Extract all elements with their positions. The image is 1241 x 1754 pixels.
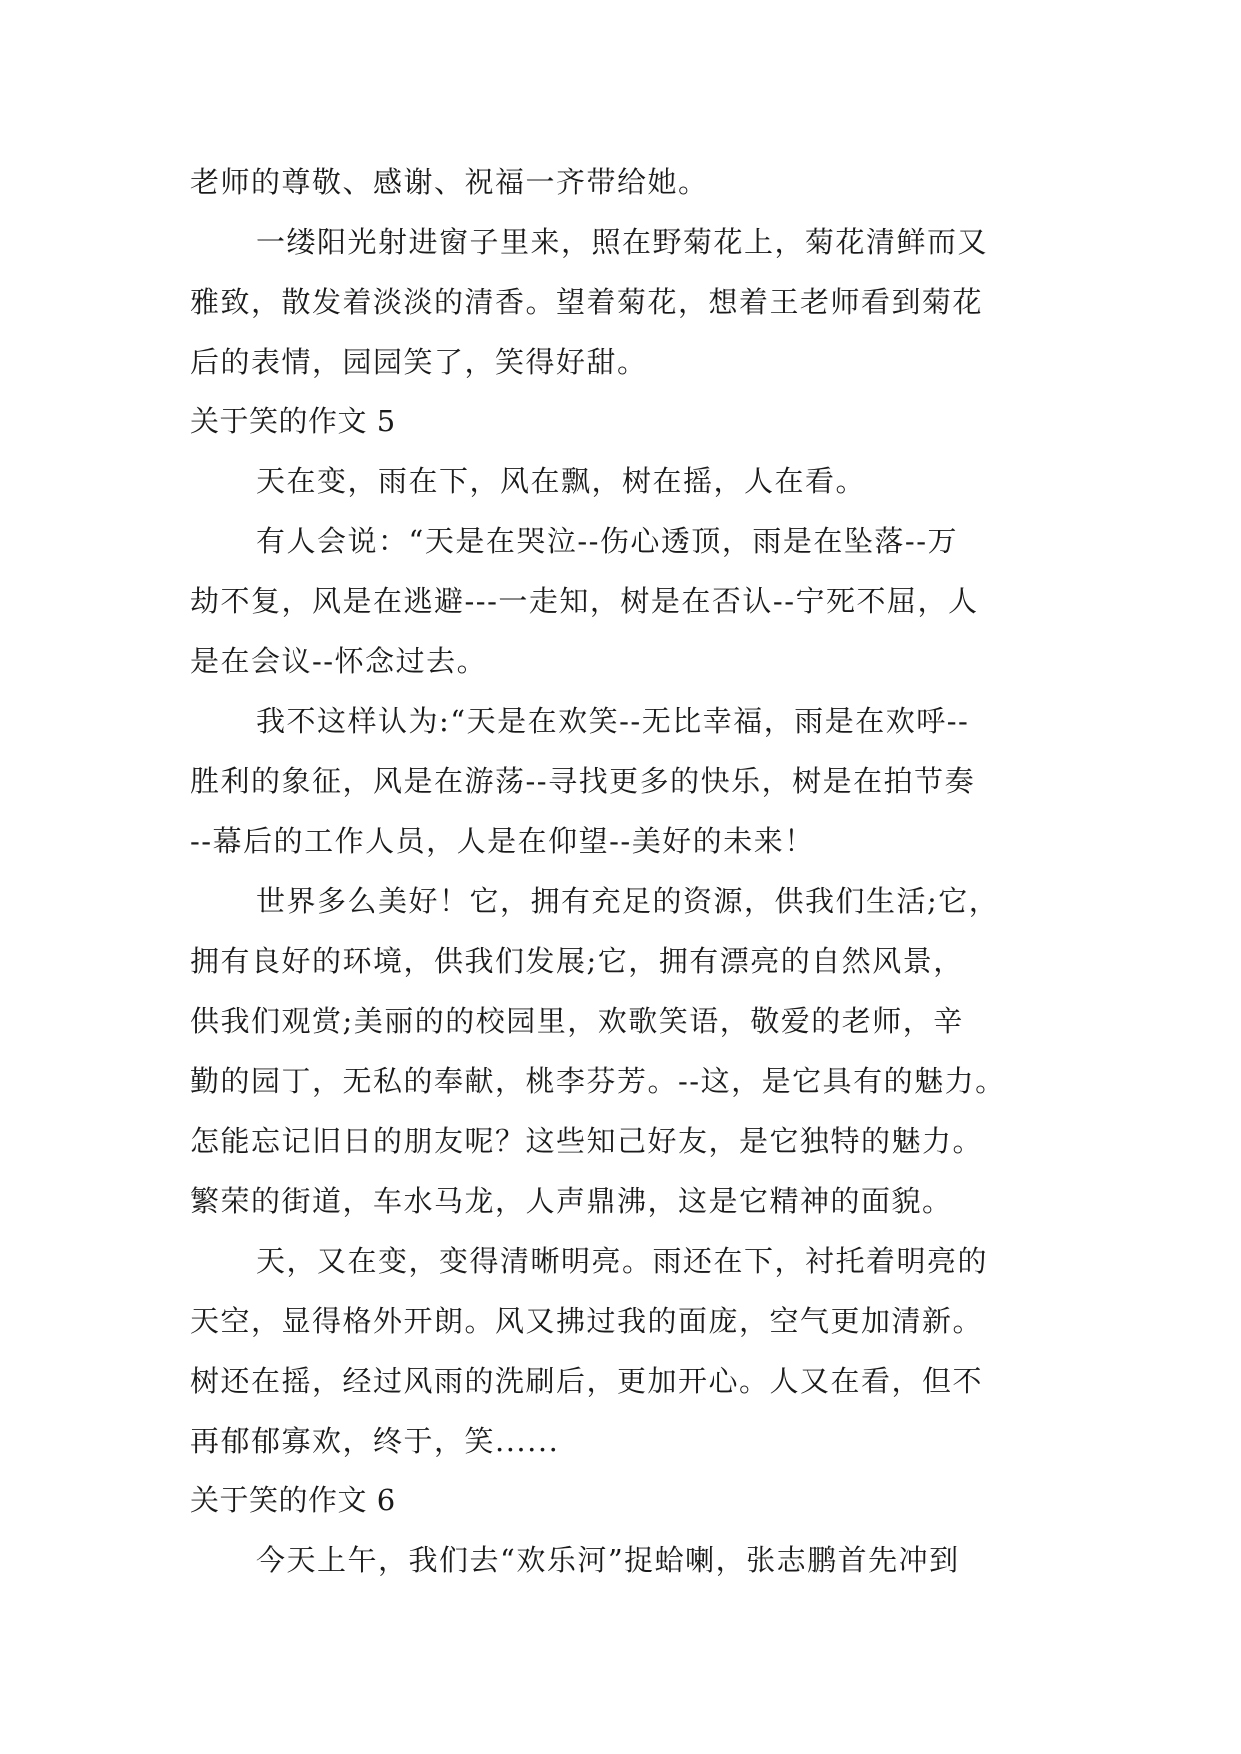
text-line: 雅致，散发着淡淡的清香。望着菊花，想着王老师看到菊花	[190, 285, 984, 319]
text-line: 树还在摇，经过风雨的洗刷后，更加开心。人又在看，但不	[190, 1364, 984, 1398]
text-line: 老师的尊敬、感谢、祝福一齐带给她。	[190, 165, 709, 199]
text-line: 是在会议--怀念过去。	[190, 644, 488, 678]
section-heading: 关于笑的作文 6	[190, 1483, 396, 1517]
paragraph-start-line: 今天上午，我们去“欢乐河”捉蛤喇，张志鹏首先冲到	[256, 1543, 960, 1577]
text-line: --幕后的工作人员，人是在仰望--美好的未来！	[190, 824, 815, 858]
text-line: 供我们观赏;美丽的的校园里，欢歌笑语，敬爱的老师，辛	[190, 1004, 964, 1038]
text-line: 后的表情，园园笑了，笑得好甜。	[190, 345, 648, 379]
paragraph-start-line: 有人会说：“天是在哭泣--伤心透顶，雨是在坠落--万	[256, 524, 959, 558]
text-line: 怎能忘记旧日的朋友呢？这些知己好友，是它独特的魅力。	[190, 1124, 984, 1158]
text-line: 勤的园丁，无私的奉献，桃李芬芳。--这，是它具有的魅力。	[190, 1064, 1006, 1098]
text-line: 劫不复，风是在逃避---一走知，树是在否认--宁死不屈，人	[190, 584, 979, 618]
paragraph-start-line: 世界多么美好！它，拥有充足的资源，供我们生活;它，	[256, 884, 1000, 918]
paragraph-start-line: 一缕阳光射进窗子里来，照在野菊花上，菊花清鲜而又	[256, 225, 989, 259]
text-line: 胜利的象征，风是在游荡--寻找更多的快乐，树是在拍节奏	[190, 764, 976, 798]
text-line: 繁荣的街道，车水马龙，人声鼎沸，这是它精神的面貌。	[190, 1184, 953, 1218]
paragraph-start-line: 我不这样认为:“天是在欢笑--无比幸福，雨是在欢呼--	[256, 704, 970, 738]
document-page	[190, 152, 1060, 1590]
text-line: 拥有良好的环境，供我们发展;它，拥有漂亮的自然风景，	[190, 944, 964, 978]
paragraph-start-line: 天，又在变，变得清晰明亮。雨还在下，衬托着明亮的	[256, 1244, 989, 1278]
section-heading: 关于笑的作文 5	[190, 404, 396, 438]
paragraph-start-line: 天在变，雨在下，风在飘，树在摇，人在看。	[256, 464, 867, 498]
text-line: 天空，显得格外开朗。风又拂过我的面庞，空气更加清新。	[190, 1304, 984, 1338]
text-line: 再郁郁寡欢，终于，笑......	[190, 1424, 560, 1458]
